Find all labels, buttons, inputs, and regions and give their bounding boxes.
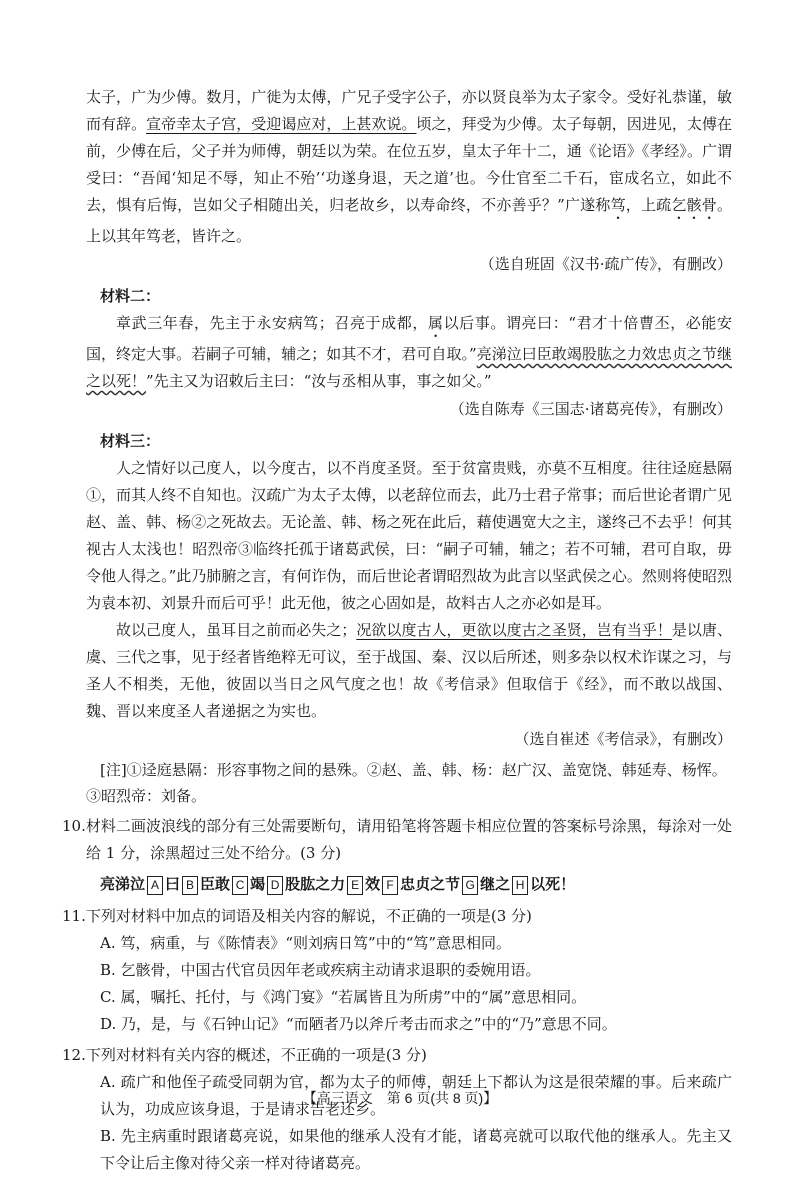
dotted-word-qigaigu: 乞骸骨 (671, 196, 717, 214)
passage3-heading: 材料三： (100, 432, 161, 450)
answer-box-b[interactable]: B (182, 876, 198, 895)
question-11-option-a[interactable]: A. 笃，病重，与《陈情表》“则刘病日笃”中的“笃”意思相同。 (100, 934, 512, 952)
question-11-text: 下列对材料中加点的词语及相关内容的解说，不正确的一项是(3 分) (85, 907, 532, 925)
passage2-source: （选自陈寿《三国志·诸葛亮传》，有删改） (449, 400, 732, 418)
underlined-sentence-2: 况欲以度古人，更欲以度古之圣贤，岂有当乎！ (356, 621, 672, 639)
question-12-text: 下列对材料有关内容的概述，不正确的一项是(3 分) (85, 1046, 427, 1064)
page-footer: 【高三语文 第 6 页(共 8 页)】 (302, 1090, 498, 1106)
passage3-paragraph-2: 故以己度人，虽耳目之前而必失之；况欲以度古人，更欲以度古之圣贤，岂有当乎！是以唐、虞、三代之事，见于经者皆绝粹无可议，至于战国、秦、汉以后所述，则多杂以权术诈谋之习，与圣人不相类，无他，彼固以当日之风气度之也！故《考信录》但取信于《经》，而不敢以战国、魏、晋以来度圣人者递据之为实也。 (86, 621, 732, 720)
answer-box-f[interactable]: F (382, 876, 398, 895)
notes-line-2: ③昭烈帝：刘备。 (86, 787, 207, 805)
notes-line-1: [注]①迳庭悬隔：形容事物之间的悬殊。②赵、盖、韩、杨：赵广汉、盖宽饶、韩延寿、杨恽。 (100, 761, 727, 779)
dotted-word-zhu: 属 (427, 314, 444, 332)
passage3-paragraph-1: 人之情好以己度人，以今度古，以不肖度圣贤。至于贫富贵贱，亦莫不互相度。往往迳庭悬隔①，而其人终不自知也。汉疏广为太子太傅，以老辞位而去，此乃士君子常事；而后世论者谓广见赵、盖、韩、杨②之死故去。无论盖、韩、杨之死在此后，藉使遇宽大之主，遂终己不去乎！何其视古人太浅也！昭烈帝③临终托孤于诸葛武侯，曰：“嗣子可辅，辅之；若不可辅，君可自取，毋令他人得之。”此乃肺腑之言，有何诈伪，而后世论者谓昭烈故为此言以坚武侯之心。然则将使昭烈为袁本初、刘景升而后可乎！此无他，彼之心固如是，故料古人之亦必如是耳。 (86, 459, 732, 612)
passage1-text: 太子，广为少傅。数月，广徙为太傅，广兄子受字公子，亦以贤良举为太子家令。受好礼恭谨，敏而有辞。宣帝幸太子宫，受迎谒应对，上甚欢说。顷之，拜受为少傅。太子每朝，因进见，太傅在前，少傅在后，父子并为师傅，朝廷以为荣。在位五岁，皇太子年十二，通《论语》《孝经》。广谓受曰：“吾闻‘知足不辱，知止不殆’‘功遂身退，天之道’也。今仕官至二千石，宦成名立，如此不去，惧有后悔，岂如父子相随出关，归老故乡，以寿命终，不亦善乎？”广遂称笃，上疏乞骸骨。上以其年笃老，皆许之。 (86, 88, 732, 245)
question-11-option-d[interactable]: D. 乃，是，与《石钟山记》“而陋者乃以斧斤考击而求之”中的“乃”意思不同。 (100, 1015, 617, 1033)
question-12-option-a[interactable]: A. 疏广和他侄子疏受同朝为官，都为太子的师傅，朝廷上下都认为这是很荣耀的事。后来疏广认为，功成应该身退，于是请求告老还乡。 (100, 1073, 732, 1118)
answer-box-g[interactable]: G (462, 876, 478, 895)
answer-box-d[interactable]: D (267, 876, 283, 895)
question-12-number: 12. (62, 1046, 86, 1064)
question-11-option-c[interactable]: C. 属，嘱托、托付，与《鸿门宴》“若属皆且为所虏”中的“属”意思相同。 (100, 988, 587, 1006)
answer-box-c[interactable]: C (232, 876, 248, 895)
question-10-text: 材料二画波浪线的部分有三处需要断句，请用铅笔将答题卡相应位置的答案标号涂黑，每涂对一处给 1 分，涂黑超过三处不给分。(3 分) (85, 817, 732, 862)
answer-box-e[interactable]: E (347, 876, 363, 895)
passage3-source: （选自崔述《考信录》，有删改） (514, 730, 732, 748)
sentence-break-pattern: 亮涕泣 A 曰 B 臣敢 C 竭 D 股肱之力 E 效 F 忠贞之节 G 继之 H 以死！ (100, 875, 576, 893)
question-12 (62, 1042, 732, 1177)
passage1-source: （选自班固《汉书·疏广传》，有删改） (479, 255, 732, 273)
question-12-option-b[interactable]: B. 先主病重时跟诸葛亮说，如果他的继承人没有才能，诸葛亮就可以取代他的继承人。先主又下令让后主像对待父亲一样对待诸葛亮。 (100, 1127, 732, 1172)
wavy-underlined-sentence: 亮涕泣曰臣敢竭股肱之力效忠贞之节继之以死！ (86, 345, 732, 390)
question-11-option-b[interactable]: B. 乞骸骨，中国古代官员因年老或疾病主动请求退职的委婉用语。 (100, 961, 541, 979)
passage2-heading: 材料二： (100, 287, 161, 305)
answer-box-a[interactable]: A (147, 876, 163, 895)
passage2-text: 章武三年春，先主于永安病笃；召亮于成都，属以后事。谓亮曰：“君才十倍曹丕，必能安国，终定大事。若嗣子可辅，辅之；如其不才，君可自取。”亮涕泣曰臣敢竭股肱之力效忠贞之节继之以死！”先主又为诏敕后主曰：“汝与丞相从事，事之如父。” (86, 314, 732, 390)
question-11 (62, 903, 732, 1038)
answer-box-h[interactable]: H (512, 876, 528, 895)
exam-page (62, 84, 732, 1177)
question-11-number: 11. (62, 907, 86, 925)
dotted-word-du: 笃 (610, 196, 626, 214)
question-10-number: 10. (62, 817, 86, 835)
question-10 (62, 813, 732, 899)
underlined-sentence: 宣帝幸太子宫，受迎谒应对，上甚欢说。 (146, 115, 417, 133)
